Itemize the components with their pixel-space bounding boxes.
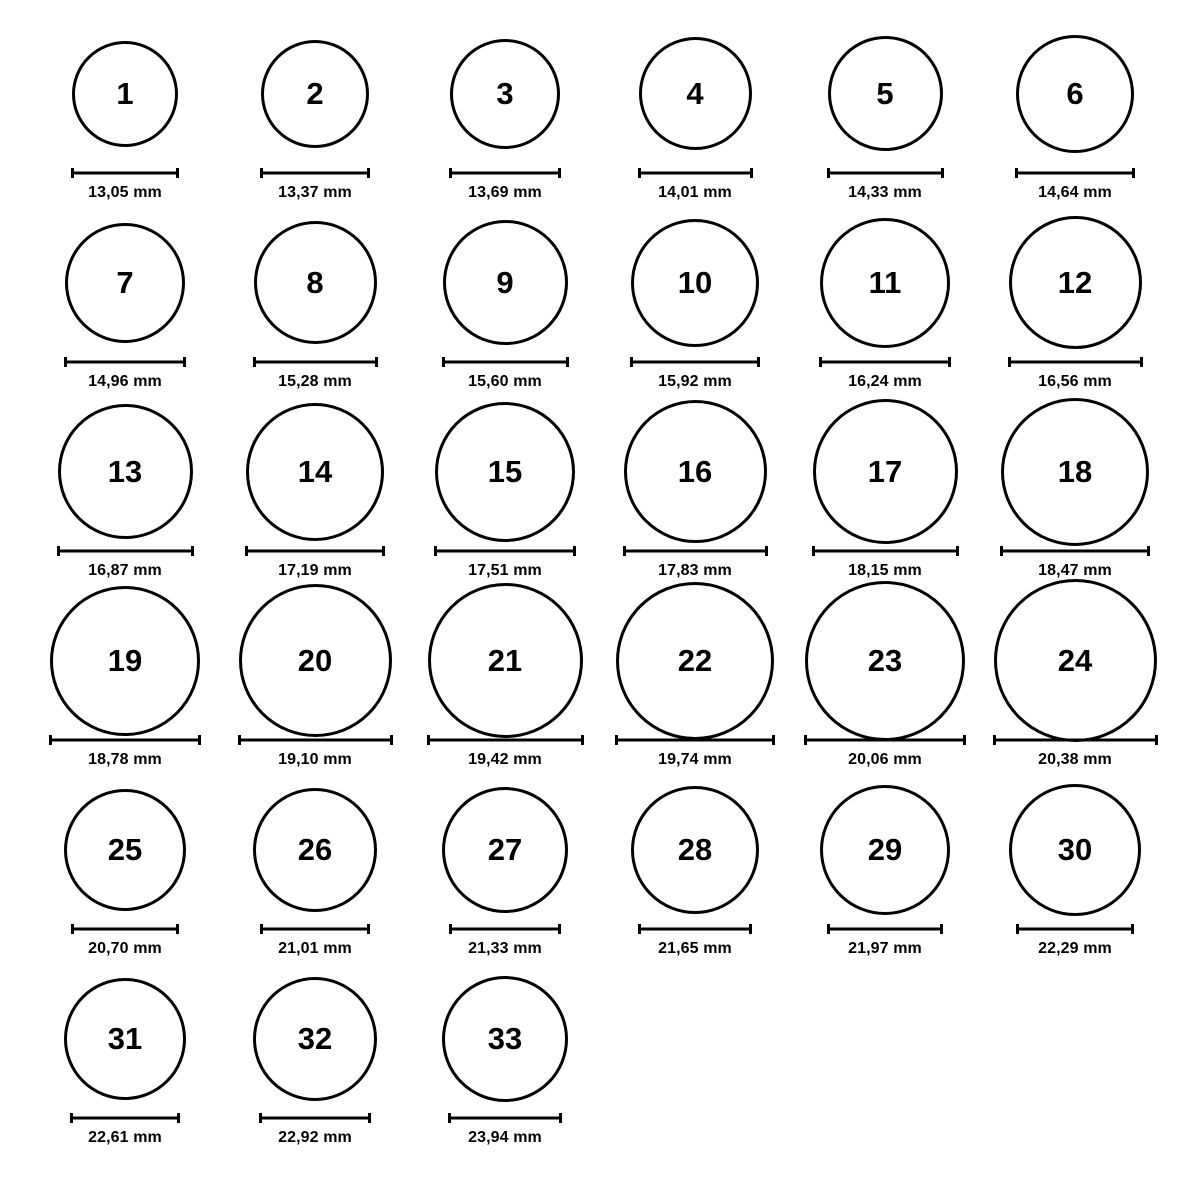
ruler-end-cap-left <box>49 735 52 745</box>
ring-size-number: 16 <box>677 454 713 489</box>
ring-circle-icon <box>254 221 377 344</box>
ruler-end-cap-left <box>1008 357 1011 367</box>
measure-bar-wrapper <box>1008 356 1143 368</box>
measure-bar-wrapper <box>638 167 753 179</box>
ruler-end-cap-left <box>70 1113 73 1123</box>
diameter-ruler-icon <box>260 924 370 934</box>
ruler-end-cap-left <box>827 168 830 178</box>
ring-circle-icon <box>239 584 392 737</box>
measure-bar-wrapper <box>449 923 561 935</box>
diameter-label: 21,33 mm <box>468 940 542 957</box>
measure-bar-wrapper <box>260 923 370 935</box>
ring-circle-wrapper <box>1009 211 1142 354</box>
ring-size-cell <box>790 211 980 400</box>
ring-circle-wrapper <box>239 589 392 732</box>
ring-size-number: 28 <box>677 832 713 867</box>
diameter-ruler-icon <box>245 546 385 556</box>
ring-circle-icon <box>813 399 958 544</box>
ring-size-number: 23 <box>867 643 903 678</box>
ruler-end-cap-right <box>765 546 768 556</box>
ruler-end-cap-left <box>804 735 807 745</box>
diameter-ruler-icon <box>71 924 179 934</box>
ruler-end-cap-right <box>390 735 393 745</box>
diameter-ruler-icon <box>638 924 752 934</box>
ring-circle-wrapper <box>443 211 568 354</box>
ring-size-number: 4 <box>686 76 704 111</box>
ring-size-number: 6 <box>1066 76 1084 111</box>
ring-size-number: 19 <box>107 643 143 678</box>
ring-size-cell <box>600 211 790 400</box>
ruler-end-cap-right <box>1131 924 1134 934</box>
ring-size-cell <box>30 967 220 1156</box>
measure-bar-wrapper <box>71 167 179 179</box>
ring-circle-wrapper <box>616 589 774 732</box>
measure-bar-wrapper <box>448 1112 562 1124</box>
ruler-end-cap-right <box>559 1113 562 1123</box>
ring-circle-icon <box>435 402 575 542</box>
diameter-ruler-icon <box>427 735 584 745</box>
diameter-label: 19,10 mm <box>278 751 352 768</box>
ruler-end-cap-right <box>382 546 385 556</box>
ring-size-cell <box>30 778 220 967</box>
diameter-ruler-icon <box>827 168 944 178</box>
diameter-label: 20,06 mm <box>848 751 922 768</box>
ring-size-cell <box>220 22 410 211</box>
ruler-end-cap-left <box>260 168 263 178</box>
measure-bar-wrapper <box>827 923 943 935</box>
ring-size-number: 25 <box>107 832 143 867</box>
ring-size-cell <box>30 589 220 778</box>
ruler-end-cap-left <box>630 357 633 367</box>
ruler-end-cap-right <box>772 735 775 745</box>
ruler-end-cap-right <box>956 546 959 556</box>
diameter-ruler-icon <box>448 1113 562 1123</box>
ring-circle-icon <box>1016 35 1134 153</box>
ruler-end-cap-right <box>941 168 944 178</box>
diameter-label: 19,74 mm <box>658 751 732 768</box>
ring-circle-icon <box>253 788 377 912</box>
ring-size-cell <box>30 211 220 400</box>
diameter-label: 22,29 mm <box>1038 940 1112 957</box>
measure-bar-wrapper <box>442 356 569 368</box>
ruler-end-cap-right <box>1147 546 1150 556</box>
ring-circle-wrapper <box>65 211 185 354</box>
ring-size-cell <box>220 400 410 589</box>
ring-size-number: 20 <box>297 643 333 678</box>
ring-size-cell <box>600 778 790 967</box>
ruler-end-cap-right <box>940 924 943 934</box>
ring-size-number: 30 <box>1057 832 1093 867</box>
ring-circle-icon <box>253 977 377 1101</box>
ruler-end-cap-right <box>750 168 753 178</box>
ring-circle-wrapper <box>813 400 958 543</box>
diameter-label: 22,92 mm <box>278 1129 352 1146</box>
ring-size-number: 29 <box>867 832 903 867</box>
ring-circle-wrapper <box>994 589 1157 732</box>
measure-bar-wrapper <box>1015 167 1135 179</box>
ring-size-number: 32 <box>297 1021 333 1056</box>
ruler-end-cap-left <box>259 1113 262 1123</box>
ring-circle-icon <box>828 36 943 151</box>
diameter-label: 15,28 mm <box>278 373 352 390</box>
diameter-label: 14,01 mm <box>658 184 732 201</box>
measure-bar-wrapper <box>449 167 561 179</box>
ruler-end-cap-left <box>1015 168 1018 178</box>
ring-size-cell <box>600 400 790 589</box>
ruler-end-cap-right <box>176 924 179 934</box>
ring-circle-wrapper <box>820 211 950 354</box>
ring-circle-icon <box>1001 398 1149 546</box>
ruler-end-cap-left <box>260 924 263 934</box>
ring-circle-wrapper <box>58 400 193 543</box>
measure-bar-wrapper <box>812 545 959 557</box>
diameter-label: 14,33 mm <box>848 184 922 201</box>
ring-size-cell <box>600 22 790 211</box>
diameter-label: 19,42 mm <box>468 751 542 768</box>
ring-size-number: 1 <box>116 76 134 111</box>
ring-circle-wrapper <box>435 400 575 543</box>
measure-bar-wrapper <box>253 356 378 368</box>
diameter-ruler-icon <box>804 735 966 745</box>
ring-size-number: 7 <box>116 265 134 300</box>
ring-size-number: 18 <box>1057 454 1093 489</box>
measure-bar-wrapper <box>238 734 393 746</box>
ruler-end-cap-left <box>64 357 67 367</box>
diameter-label: 21,01 mm <box>278 940 352 957</box>
ring-size-number: 27 <box>487 832 523 867</box>
diameter-label: 14,96 mm <box>88 373 162 390</box>
measure-bar-wrapper <box>993 734 1158 746</box>
measure-bar-wrapper <box>804 734 966 746</box>
ruler-end-cap-right <box>757 357 760 367</box>
ring-size-cell <box>410 22 600 211</box>
ruler-end-cap-left <box>827 924 830 934</box>
ring-circle-icon <box>639 37 752 150</box>
ring-size-cell <box>410 778 600 967</box>
ring-size-grid <box>0 22 1200 1156</box>
ring-circle-wrapper <box>624 400 767 543</box>
ring-size-cell <box>220 589 410 778</box>
diameter-label: 23,94 mm <box>468 1129 542 1146</box>
measure-bar-wrapper <box>434 545 576 557</box>
ring-size-number: 13 <box>107 454 143 489</box>
ruler-end-cap-left <box>427 735 430 745</box>
ring-circle-icon <box>428 583 583 738</box>
ring-size-cell <box>410 967 600 1156</box>
diameter-ruler-icon <box>449 168 561 178</box>
ring-size-cell <box>220 967 410 1156</box>
ring-size-number: 5 <box>876 76 894 111</box>
ruler-end-cap-right <box>177 1113 180 1123</box>
ruler-end-cap-right <box>558 924 561 934</box>
ring-size-number: 2 <box>306 76 324 111</box>
measure-bar-wrapper <box>260 167 370 179</box>
ring-circle-icon <box>624 400 767 543</box>
ring-size-cell <box>410 211 600 400</box>
ring-size-number: 14 <box>297 454 333 489</box>
ring-circle-wrapper <box>631 211 759 354</box>
diameter-label: 13,37 mm <box>278 184 352 201</box>
measure-bar-wrapper <box>427 734 584 746</box>
ring-circle-wrapper <box>254 211 377 354</box>
diameter-label: 17,83 mm <box>658 562 732 579</box>
ring-size-cell <box>410 589 600 778</box>
measure-bar-wrapper <box>615 734 775 746</box>
ring-size-cell <box>980 589 1170 778</box>
ring-size-number: 31 <box>107 1021 143 1056</box>
diameter-ruler-icon <box>57 546 194 556</box>
ruler-end-cap-left <box>819 357 822 367</box>
ring-size-number: 26 <box>297 832 333 867</box>
ring-circle-icon <box>631 786 759 914</box>
ring-circle-wrapper <box>450 22 560 165</box>
ruler-end-cap-right <box>368 1113 371 1123</box>
ring-size-number: 33 <box>487 1021 523 1056</box>
ring-size-number: 12 <box>1057 265 1093 300</box>
ring-size-cell <box>30 22 220 211</box>
ruler-end-cap-left <box>1016 924 1019 934</box>
diameter-label: 20,38 mm <box>1038 751 1112 768</box>
ruler-end-cap-right <box>963 735 966 745</box>
measure-bar-wrapper <box>259 1112 371 1124</box>
measure-bar-wrapper <box>64 356 186 368</box>
ring-size-cell <box>600 589 790 778</box>
ruler-end-cap-left <box>638 168 641 178</box>
ring-circle-wrapper <box>72 22 178 165</box>
diameter-ruler-icon <box>260 168 370 178</box>
diameter-label: 15,92 mm <box>658 373 732 390</box>
ruler-end-cap-right <box>581 735 584 745</box>
measure-bar-wrapper <box>49 734 201 746</box>
ruler-end-cap-right <box>573 546 576 556</box>
ring-size-number: 3 <box>496 76 514 111</box>
ruler-end-cap-left <box>993 735 996 745</box>
ruler-end-cap-right <box>1132 168 1135 178</box>
diameter-ruler-icon <box>1000 546 1150 556</box>
measure-bar-wrapper <box>71 923 179 935</box>
diameter-label: 18,78 mm <box>88 751 162 768</box>
diameter-ruler-icon <box>71 168 179 178</box>
ring-circle-wrapper <box>253 778 377 921</box>
ring-circle-icon <box>64 789 186 911</box>
ring-size-cell <box>790 778 980 967</box>
ring-circle-wrapper <box>828 22 943 165</box>
ring-size-cell <box>980 400 1170 589</box>
ring-size-cell <box>980 22 1170 211</box>
ring-circle-icon <box>65 223 185 343</box>
ring-size-cell <box>220 211 410 400</box>
diameter-label: 16,56 mm <box>1038 373 1112 390</box>
ruler-end-cap-left <box>449 924 452 934</box>
ruler-end-cap-right <box>367 924 370 934</box>
measure-bar-wrapper <box>819 356 951 368</box>
ring-circle-wrapper <box>246 400 384 543</box>
ruler-end-cap-left <box>71 168 74 178</box>
ring-circle-icon <box>994 579 1157 742</box>
diameter-ruler-icon <box>449 924 561 934</box>
ring-circle-icon <box>820 785 950 915</box>
diameter-ruler-icon <box>812 546 959 556</box>
diameter-ruler-icon <box>70 1113 180 1123</box>
diameter-label: 16,87 mm <box>88 562 162 579</box>
ring-size-number: 21 <box>487 643 523 678</box>
ring-circle-icon <box>72 41 178 147</box>
ruler-end-cap-left <box>623 546 626 556</box>
measure-bar-wrapper <box>245 545 385 557</box>
diameter-ruler-icon <box>49 735 201 745</box>
ring-circle-icon <box>631 219 759 347</box>
diameter-ruler-icon <box>238 735 393 745</box>
ruler-end-cap-left <box>449 168 452 178</box>
ring-circle-wrapper <box>253 967 377 1110</box>
measure-bar-wrapper <box>630 356 760 368</box>
ring-circle-wrapper <box>639 22 752 165</box>
ruler-end-cap-right <box>367 168 370 178</box>
ring-circle-wrapper <box>50 589 200 732</box>
ruler-end-cap-left <box>1000 546 1003 556</box>
ruler-end-cap-right <box>948 357 951 367</box>
measure-bar-wrapper <box>623 545 768 557</box>
ruler-end-cap-right <box>191 546 194 556</box>
diameter-ruler-icon <box>993 735 1158 745</box>
ring-circle-icon <box>820 218 950 348</box>
diameter-label: 18,15 mm <box>848 562 922 579</box>
diameter-label: 16,24 mm <box>848 373 922 390</box>
ring-size-number: 24 <box>1057 643 1093 678</box>
ring-circle-icon <box>805 581 965 741</box>
ring-circle-wrapper <box>428 589 583 732</box>
diameter-label: 14,64 mm <box>1038 184 1112 201</box>
measure-bar-wrapper <box>70 1112 180 1124</box>
diameter-ruler-icon <box>434 546 576 556</box>
ruler-end-cap-right <box>198 735 201 745</box>
ring-circle-icon <box>50 586 200 736</box>
diameter-label: 21,97 mm <box>848 940 922 957</box>
ring-circle-wrapper <box>1016 22 1134 165</box>
ruler-end-cap-left <box>238 735 241 745</box>
ruler-end-cap-right <box>1155 735 1158 745</box>
measure-bar-wrapper <box>638 923 752 935</box>
ring-circle-wrapper <box>1001 400 1149 543</box>
ring-size-cell <box>410 400 600 589</box>
diameter-ruler-icon <box>615 735 775 745</box>
ruler-end-cap-left <box>253 357 256 367</box>
ruler-end-cap-left <box>434 546 437 556</box>
ruler-end-cap-left <box>71 924 74 934</box>
ring-size-number: 10 <box>677 265 713 300</box>
ruler-end-cap-right <box>566 357 569 367</box>
diameter-label: 15,60 mm <box>468 373 542 390</box>
ring-size-cell <box>790 400 980 589</box>
ring-size-cell <box>980 211 1170 400</box>
diameter-ruler-icon <box>259 1113 371 1123</box>
diameter-ruler-icon <box>1015 168 1135 178</box>
diameter-label: 13,69 mm <box>468 184 542 201</box>
ring-circle-wrapper <box>64 967 186 1110</box>
ruler-end-cap-left <box>245 546 248 556</box>
diameter-ruler-icon <box>253 357 378 367</box>
ring-size-number: 11 <box>868 265 902 300</box>
diameter-label: 21,65 mm <box>658 940 732 957</box>
diameter-ruler-icon <box>623 546 768 556</box>
ring-circle-wrapper <box>261 22 369 165</box>
ruler-end-cap-right <box>176 168 179 178</box>
measure-bar-wrapper <box>57 545 194 557</box>
diameter-label: 17,51 mm <box>468 562 542 579</box>
diameter-ruler-icon <box>819 357 951 367</box>
diameter-label: 20,70 mm <box>88 940 162 957</box>
diameter-ruler-icon <box>64 357 186 367</box>
measure-bar-wrapper <box>1016 923 1134 935</box>
ring-circle-icon <box>1009 216 1142 349</box>
ring-circle-wrapper <box>820 778 950 921</box>
diameter-ruler-icon <box>630 357 760 367</box>
ring-circle-icon <box>450 39 560 149</box>
ring-circle-icon <box>58 404 193 539</box>
diameter-label: 13,05 mm <box>88 184 162 201</box>
diameter-label: 22,61 mm <box>88 1129 162 1146</box>
ruler-end-cap-left <box>448 1113 451 1123</box>
ring-circle-wrapper <box>631 778 759 921</box>
ring-size-cell <box>790 589 980 778</box>
ring-size-cell <box>30 400 220 589</box>
diameter-label: 18,47 mm <box>1038 562 1112 579</box>
ring-size-number: 9 <box>496 265 514 300</box>
ring-circle-icon <box>616 582 774 740</box>
diameter-ruler-icon <box>638 168 753 178</box>
diameter-label: 17,19 mm <box>278 562 352 579</box>
ring-circle-icon <box>442 976 568 1102</box>
diameter-ruler-icon <box>1008 357 1143 367</box>
ruler-end-cap-right <box>558 168 561 178</box>
ruler-end-cap-left <box>57 546 60 556</box>
measure-bar-wrapper <box>827 167 944 179</box>
ring-size-number: 17 <box>867 454 903 489</box>
ring-size-cell <box>980 778 1170 967</box>
ring-circle-wrapper <box>442 778 568 921</box>
ring-size-number: 8 <box>306 265 324 300</box>
ruler-end-cap-right <box>183 357 186 367</box>
ring-size-number: 15 <box>487 454 523 489</box>
ring-circle-icon <box>261 40 369 148</box>
ruler-end-cap-left <box>615 735 618 745</box>
ring-size-number: 22 <box>677 643 713 678</box>
ring-circle-wrapper <box>1009 778 1141 921</box>
ring-circle-icon <box>64 978 186 1100</box>
ring-circle-icon <box>443 220 568 345</box>
ring-circle-icon <box>442 787 568 913</box>
diameter-ruler-icon <box>1016 924 1134 934</box>
ruler-end-cap-right <box>749 924 752 934</box>
ruler-end-cap-right <box>1140 357 1143 367</box>
ring-circle-icon <box>246 403 384 541</box>
ring-circle-wrapper <box>64 778 186 921</box>
ruler-end-cap-left <box>812 546 815 556</box>
diameter-ruler-icon <box>827 924 943 934</box>
ring-size-cell <box>220 778 410 967</box>
ruler-end-cap-right <box>375 357 378 367</box>
measure-bar-wrapper <box>1000 545 1150 557</box>
ring-size-cell <box>790 22 980 211</box>
ruler-end-cap-left <box>442 357 445 367</box>
ruler-end-cap-left <box>638 924 641 934</box>
diameter-ruler-icon <box>442 357 569 367</box>
ring-circle-wrapper <box>805 589 965 732</box>
ring-circle-icon <box>1009 784 1141 916</box>
ring-circle-wrapper <box>442 967 568 1110</box>
